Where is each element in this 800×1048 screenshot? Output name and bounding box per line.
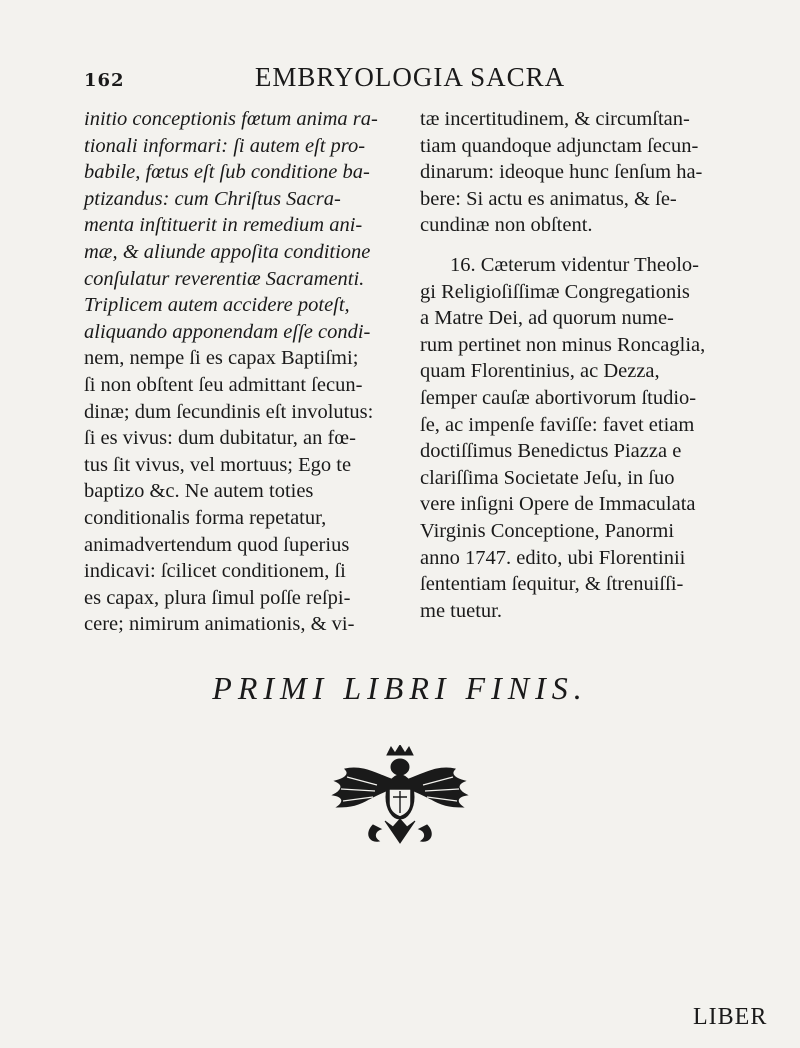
book-end-title: PRIMI LIBRI FINIS.: [212, 670, 588, 706]
text-line: ſi es vivus: dum dubitatur, an fœ-: [84, 427, 356, 450]
text-line: conditionalis forma repetatur,: [84, 506, 327, 529]
paragraph-16: [420, 252, 750, 624]
eagle-ornament-icon: [325, 745, 475, 870]
text-line: indicavi: ſcilicet conditionem, ſi: [84, 560, 346, 583]
text-line: Virginis Conceptione, Panormi: [420, 519, 675, 542]
text-line: anno 1747. edito, ubi Florentinii: [420, 546, 686, 569]
text-line: animadvertendum quod ſuperius: [84, 533, 350, 556]
page-header: [70, 58, 750, 98]
text-line: ſemper cauſæ abortivorum ſtudio-: [420, 386, 697, 409]
text-line: menta inſtituerit in remedium ani-: [84, 214, 363, 237]
text-line: nem, nempe ſi es capax Baptiſmi;: [84, 347, 359, 370]
paragraph-gap: [420, 239, 750, 252]
text-line: conſulatur reverentiæ Sacramenti.: [84, 267, 365, 290]
text-line: quam Florentinius, ac Dezza,: [420, 360, 660, 383]
left-column: [84, 106, 406, 638]
text-line: tionali informari: ſi autem eſt pro-: [84, 134, 366, 157]
text-line: 16. Cæterum videntur Theolo-: [450, 253, 700, 276]
paragraph-continuation: [420, 106, 750, 239]
text-line: ſententiam ſequitur, & ſtrenuiſſi-: [420, 573, 684, 596]
text-line: tæ incertitudinem, & circumſtan-: [420, 108, 690, 130]
text-line: babile, fœtus eſt ſub conditione ba-: [84, 161, 370, 184]
text-line: rum pertinet non minus Roncaglia,: [420, 333, 706, 356]
text-line: cundinæ non obſtent.: [420, 214, 593, 237]
text-line: dinarum: ideoque hunc ſenſum ha-: [420, 161, 703, 184]
text-line: mæ, & aliunde appoſita conditione: [84, 240, 371, 263]
text-line: me tuetur.: [420, 599, 502, 622]
text-line: ſi non obſtent ſeu admittant ſecun-: [84, 373, 363, 396]
text-line: Triplicem autem accidere poteſt,: [84, 294, 350, 317]
text-line: clariſſima Societate Jeſu, in ſuo: [420, 466, 675, 489]
text-line: tiam quandoque adjunctam ſecun-: [420, 134, 699, 157]
text-line: cere; nimirum animationis, & vi-: [84, 613, 355, 636]
catchword: LIBER: [693, 1004, 768, 1030]
text-line: dinæ; dum ſecundinis eſt involutus:: [84, 400, 374, 423]
page-number: 162: [84, 70, 125, 91]
text-line: ſe, ac impenſe faviſſe: favet etiam: [420, 413, 695, 436]
text-line: bere: Si actu es animatus, & ſe-: [420, 187, 677, 210]
text-line: baptizo &c. Ne autem toties: [84, 480, 314, 503]
text-line: ptizandus: cum Chriſtus Sacra-: [84, 187, 341, 210]
text-line: a Matre Dei, ad quorum nume-: [420, 307, 674, 330]
running-head: EMBRYOLOGIA SACRA: [254, 62, 566, 92]
text-line: tus ſit vivus, vel mortuus; Ego te: [84, 453, 352, 476]
text-line: doctiſſimus Benedictus Piazza e: [420, 440, 682, 463]
text-line: aliquando apponendam eſſe condi-: [84, 320, 371, 343]
text-line: initio conceptionis fœtum anima ra-: [84, 108, 378, 130]
text-line: es capax, plura ſimul poſſe reſpi-: [84, 586, 351, 609]
text-line: vere inſigni Opere de Immaculata: [420, 493, 696, 516]
right-column: [420, 106, 750, 624]
text-line: gi Religioſiſſimæ Congregationis: [420, 280, 690, 303]
